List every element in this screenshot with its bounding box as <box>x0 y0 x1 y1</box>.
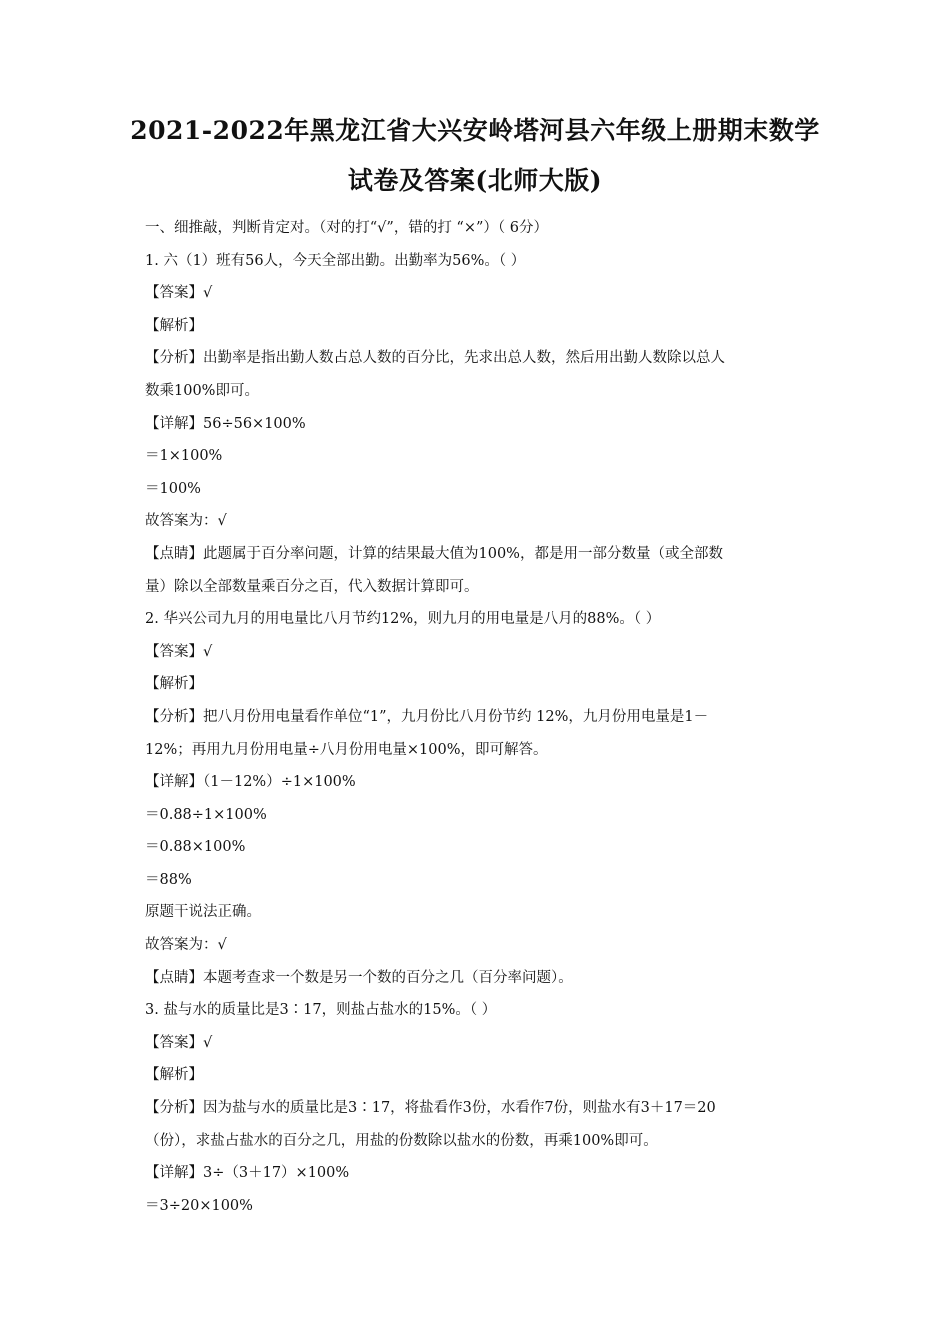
conclusion: 故答案为：√ <box>145 937 227 954</box>
solution-step: ＝0.88÷1×100% <box>145 806 267 823</box>
solution-step: ＝0.88×100% <box>145 839 246 856</box>
document-title-line-1: 2021-2022年黑龙江省大兴安岭塔河县六年级上册期末数学 <box>130 116 820 145</box>
analysis-text: 【分析】因为盐与水的质量比是3∶17，将盐看作3份，水看作7份，则盐水有3＋17＝20 <box>145 1100 716 1117</box>
section-heading: 一、细推敲，判断肯定对。（对的打“√”，错的打 “×”）（ 6分） <box>145 220 548 236</box>
question-3: 3. 盐与水的质量比是3∶17，则盐占盐水的15%。（ ） <box>145 1002 497 1019</box>
solution-step: ＝88% <box>145 871 192 888</box>
solution-step: ＝3÷20×100% <box>145 1197 253 1214</box>
comment-text: 量）除以全部数量乘百分之百，代入数据计算即可。 <box>145 578 479 595</box>
solution-step: ＝1×100% <box>145 448 223 465</box>
analysis-label: 【解析】 <box>145 676 203 693</box>
answer-label: 【答案】√ <box>145 643 213 660</box>
solution-step: 【详解】3÷（3＋17）×100% <box>145 1165 350 1182</box>
document-title-line-2: 试卷及答案(北师大版) <box>347 166 603 195</box>
question-2: 2. 华兴公司九月的用电量比八月节约12%，则九月的用电量是八月的88%。（ ） <box>145 611 661 628</box>
analysis-text: 12%；再用九月份用电量÷八月份用电量×100%，即可解答。 <box>145 741 548 758</box>
document-body <box>145 212 810 1222</box>
solution-note: 原题干说法正确。 <box>145 904 261 921</box>
analysis-label: 【解析】 <box>145 317 203 334</box>
analysis-label: 【解析】 <box>145 1067 203 1084</box>
analysis-text: （份），求盐占盐水的百分之几，用盐的份数除以盐水的份数，再乘100%即可。 <box>145 1132 658 1149</box>
analysis-text: 数乘100%即可。 <box>145 382 259 399</box>
comment-text: 【点睛】本题考查求一个数是另一个数的百分之几（百分率问题）。 <box>145 969 573 986</box>
solution-step: ＝100% <box>145 480 201 497</box>
comment-text: 【点睛】此题属于百分率问题，计算的结果最大值为100%，都是用一部分数量（或全部数 <box>145 545 723 562</box>
analysis-text: 【分析】把八月份用电量看作单位“1”，九月份比八月份节约 12%，九月份用电量是1－ <box>145 708 709 725</box>
answer-label: 【答案】√ <box>145 285 213 302</box>
conclusion: 故答案为：√ <box>145 513 227 530</box>
analysis-text: 【分析】出勤率是指出勤人数占总人数的百分比，先求出总人数，然后用出勤人数除以总人 <box>145 350 725 367</box>
solution-step: 【详解】56÷56×100% <box>145 415 306 432</box>
answer-label: 【答案】√ <box>145 1034 213 1051</box>
question-1: 1. 六（1）班有56人，今天全部出勤。出勤率为56%。（ ） <box>145 252 526 269</box>
solution-step: 【详解】（1－12%）÷1×100% <box>145 774 356 791</box>
